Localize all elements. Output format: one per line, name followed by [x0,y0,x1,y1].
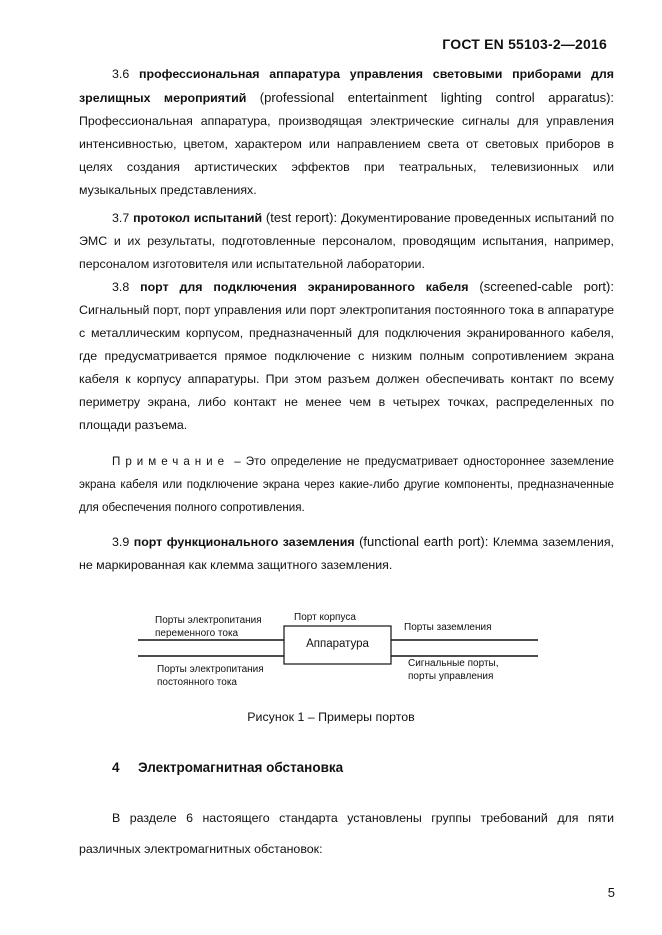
term-number: 3.9 [112,535,130,549]
note-label: Примечание [112,455,230,468]
term-definition: Сигнальный порт, порт управления или порт электропитания постоянного тока в аппаратуре с металлическим корпусом, предназначенный для подключения экранированного кабеля, где предусматривается прямое подключение с низким полным сопротивлением экрана кабеля к корпусу аппаратуры. При этом разъем должен обеспечивать контакт по всему периметру экрана, либо контакт не менее чем в четырех точках, распределенных по площади разъема. [79,303,614,432]
term-number: 3.8 [112,280,130,294]
ac-ports-label: Порты электропитания переменного тока [155,615,262,639]
apparatus-label: Аппаратура [306,638,369,650]
page-number: 5 [607,885,615,900]
section-heading [112,760,343,775]
term-english: (test report): [265,210,338,225]
term-english: (functional earth port): [359,534,489,549]
term-definition: Профессиональная аппаратура, производящая электрические сигналы для управления интенсивностью, цветом, характером или направлением света от световых приборов в целях создания артистических эффектов при театральных, телевизионных или музыкальных представлениях. [79,114,614,197]
document-header: ГОСТ EN 55103-2—2016 [442,36,607,52]
note [79,450,614,519]
figure-caption: Рисунок 1 – Примеры портов [247,710,415,724]
dc-ports-label: Порты электропитания постоянного тока [157,664,264,688]
term-english: (professional entertainment lighting control apparatus): [259,90,615,105]
term-title: порт функционального заземления [133,535,355,549]
term-3-6 [79,63,614,202]
term-number: 3.6 [112,67,130,81]
term-definition: Клемма заземления, не маркированная как клемма защитного заземления. [79,535,614,572]
section-number: 4 [112,760,120,775]
term-english: (screened-cable port): [479,279,614,294]
term-3-7 [79,206,614,276]
section-text: В разделе 6 настоящего стандарта установлены группы требований для пяти различных электромагнитных обстановок: [79,811,614,856]
signal-ports-label: Сигнальные порты, порты управления [408,658,499,682]
ports-diagram [136,606,540,696]
term-title: порт для подключения экранированного кабеля [140,280,469,294]
note-text: – Это определение не предусматривает одностороннее заземление экрана кабеля или подключение экрана через какие-либо другие компоненты, предназначенные для обеспечения полного сопротивления. [79,455,614,514]
term-3-9 [79,530,614,577]
earth-ports-label: Порты заземления [404,622,492,633]
term-title: профессиональная аппаратура управления световыми приборами для зрелищных мероприятий [79,67,614,105]
enclosure-port-label: Порт корпуса [294,612,356,623]
term-3-8 [79,275,614,437]
term-number: 3.7 [112,211,130,225]
section-title: Электромагнитная обстановка [138,760,344,775]
term-definition: Документирование проведенных испытаний по ЭМС и их результаты, подготовленные персоналом, проводящим испытания, например, персоналом изготовителя или испытательной лаборатории. [79,211,614,271]
term-title: протокол испытаний [133,211,263,225]
